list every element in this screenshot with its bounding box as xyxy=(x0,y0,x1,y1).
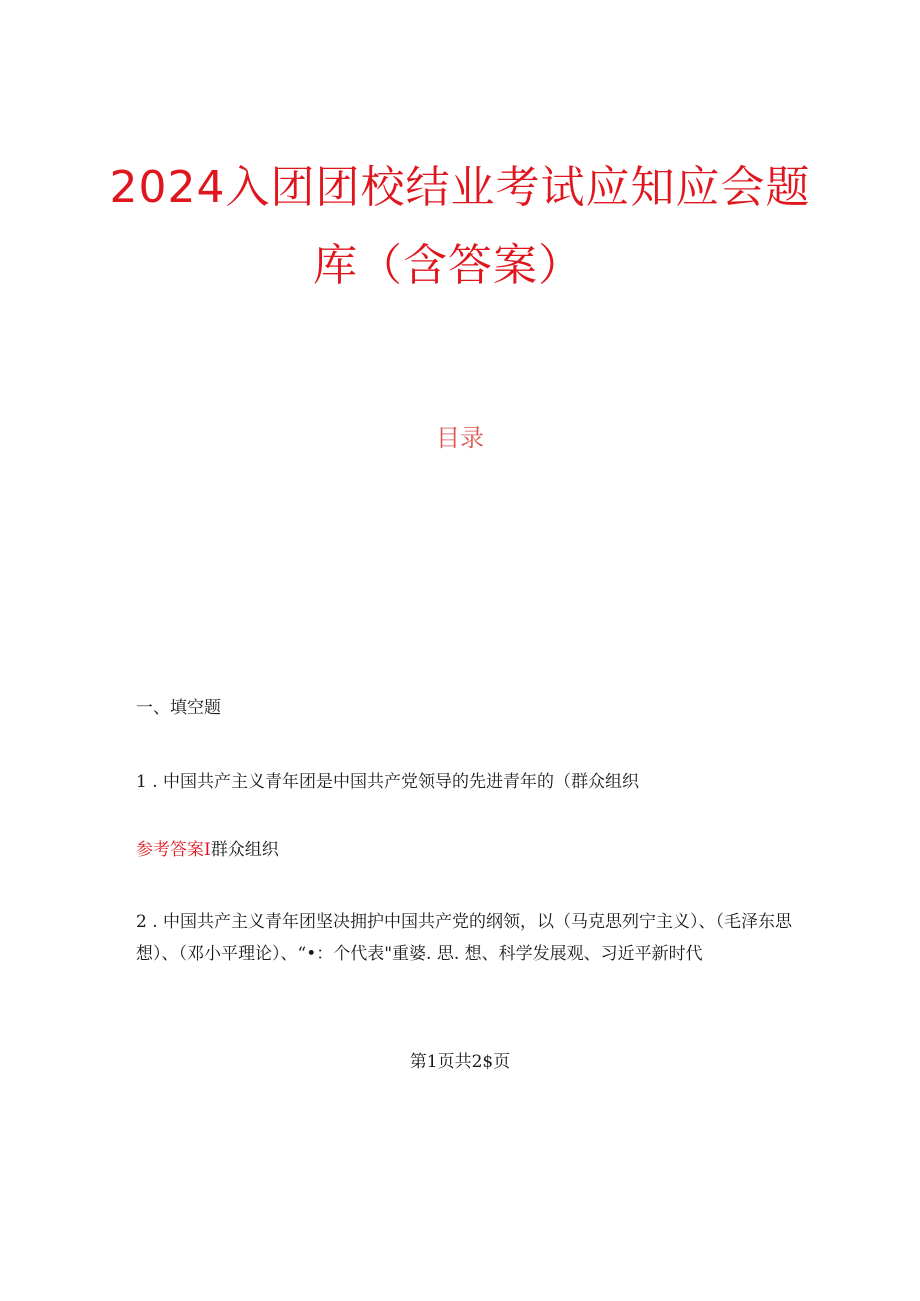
answer-1 xyxy=(136,838,279,862)
answer-label: 参考答案I xyxy=(136,840,211,860)
document-title-line1: 2024入团团校结业考试应知应会题 xyxy=(109,162,811,213)
toc-heading: 目录 xyxy=(436,424,484,452)
answer-value: 群众组织 xyxy=(210,840,279,860)
section-heading: 一、填空题 xyxy=(136,698,221,718)
document-title-line2: 库（含答案） xyxy=(313,240,583,291)
question-1: 1 . 中国共产主义青年团是中国共产党领导的先进青年的（群众组织 xyxy=(136,772,640,792)
question-2: 2 . 中国共产主义青年团坚决拥护中国共产党的纲领，以（马克思列宁主义）、（毛泽东思想）、（邓小平理论）、“•：个代表"重婆. 思. 想、科学发展观、习近平新时代 xyxy=(136,912,793,964)
page-footer: 第1页共2$页 xyxy=(409,1052,511,1072)
